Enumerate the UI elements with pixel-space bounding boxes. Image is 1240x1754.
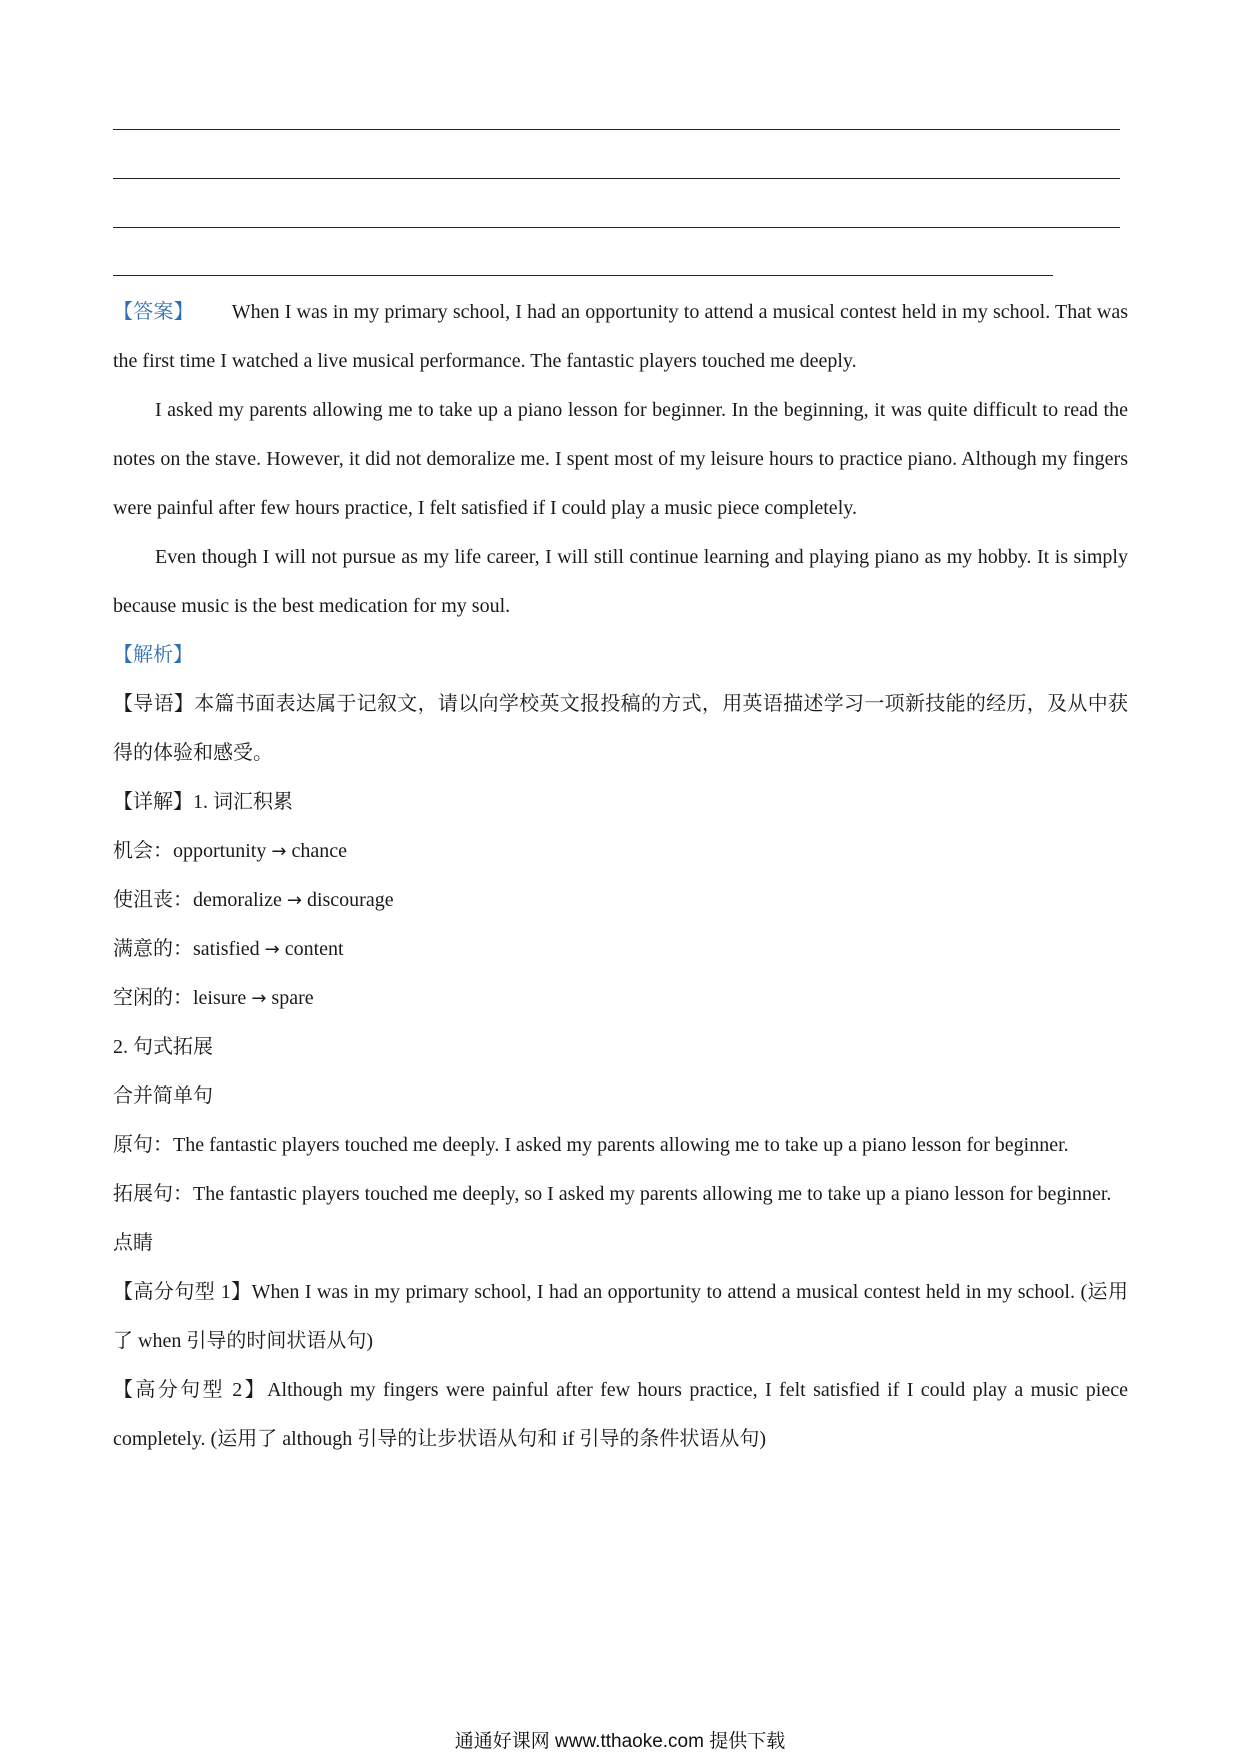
answer-label: 【答案】: [113, 301, 194, 323]
high-score-sentence-2: [113, 1366, 1128, 1464]
high-score-text-1: When I was in my primary school, I had an opportunity to attend a musical contest held in my school. (运用了 when 引导的时间状语从句): [113, 1281, 1129, 1352]
extended-sentence: [113, 1170, 1128, 1219]
answer-blank-line-3: [113, 227, 1120, 228]
vocab-cn: 空闲的：: [113, 987, 193, 1009]
vocab-cn: 满意的：: [113, 938, 193, 960]
analysis-label: 【解析】: [113, 644, 193, 666]
high-score-label-1: 【高分句型 1】: [113, 1281, 252, 1303]
answer-text-1: When I was in my primary school, I had an opportunity to attend a musical contest held in my school. That was the first time I watched a live musical performance. The fantastic players touched me deeply.: [113, 301, 1128, 372]
vocab-cn: 机会：: [113, 840, 173, 862]
answer-blank-line-2: [113, 178, 1120, 179]
extended-label: 拓展句：: [113, 1183, 193, 1205]
answer-blank-line-1: [113, 129, 1120, 130]
vocab-item: [113, 876, 1128, 925]
right-arrow-icon: →: [271, 841, 287, 862]
answer-blank-line-4: [113, 275, 1053, 276]
high-score-label-2: 【高分句型 2】: [113, 1379, 268, 1401]
vocab-synonym: chance: [291, 840, 347, 862]
section-2-title: 2. 句式拓展: [113, 1036, 213, 1058]
intro-label: 【导语】: [113, 693, 195, 715]
vocab-word: satisfied: [193, 938, 260, 960]
detail-line: [113, 778, 1128, 827]
vocab-word: leisure: [193, 987, 247, 1009]
right-arrow-icon: →: [264, 939, 280, 960]
intro-paragraph: [113, 680, 1128, 778]
content: [113, 288, 1128, 1464]
vocab-synonym: spare: [271, 987, 314, 1009]
vocab-item: [113, 974, 1128, 1023]
right-arrow-icon: →: [286, 890, 302, 911]
highlight-title: 点睛: [113, 1232, 153, 1254]
footer-source: 通通好课网 www.tthaoke.com 提供下载: [454, 1731, 786, 1752]
vocab-item: [113, 925, 1128, 974]
vocab-synonym: content: [284, 938, 344, 960]
extended-text: The fantastic players touched me deeply, so I asked my parents allowing me to take up a piano lesson for beginner.: [193, 1183, 1112, 1205]
answer-paragraph-1: [113, 288, 1128, 386]
vocab-synonym: discourage: [306, 889, 394, 911]
merge-title: 合并简单句: [113, 1085, 213, 1107]
original-sentence: [113, 1121, 1128, 1170]
vocab-word: demoralize: [193, 889, 282, 911]
right-arrow-icon: →: [251, 988, 267, 1009]
vocab-cn: 使沮丧：: [113, 889, 193, 911]
original-text: The fantastic players touched me deeply. I asked my parents allowing me to take up a piano lesson for beginner.: [173, 1134, 1069, 1156]
original-label: 原句：: [113, 1134, 173, 1156]
vocab-word: opportunity: [173, 840, 267, 862]
answer-paragraph-3: Even though I will not pursue as my life career, I will still continue learning and playing piano as my hobby. It is simply because music is the best medication for my soul.: [113, 546, 1128, 617]
high-score-sentence-1: [113, 1268, 1128, 1366]
answer-paragraph-2: I asked my parents allowing me to take up a piano lesson for beginner. In the beginning, it was quite difficult to read the notes on the stave. However, it did not demoralize me. I spent most of my leisure hours to practice piano. Although my fingers were painful after few hours practice, I felt satisfied if I could play a music piece completely.: [113, 399, 1128, 519]
high-score-text-2: Although my fingers were painful after few hours practice, I felt satisfied if I could play a music piece completely. (运用了 although 引导的让步状语从句和 if 引导的条件状语从句): [113, 1379, 1128, 1450]
section-1-title: 1. 词汇积累: [193, 791, 293, 813]
detail-label: 【详解】: [113, 791, 193, 813]
vocab-item: [113, 827, 1128, 876]
intro-text: 本篇书面表达属于记叙文，请以向学校英文报投稿的方式，用英语描述学习一项新技能的经历，及从中获得的体验和感受。: [113, 693, 1129, 764]
